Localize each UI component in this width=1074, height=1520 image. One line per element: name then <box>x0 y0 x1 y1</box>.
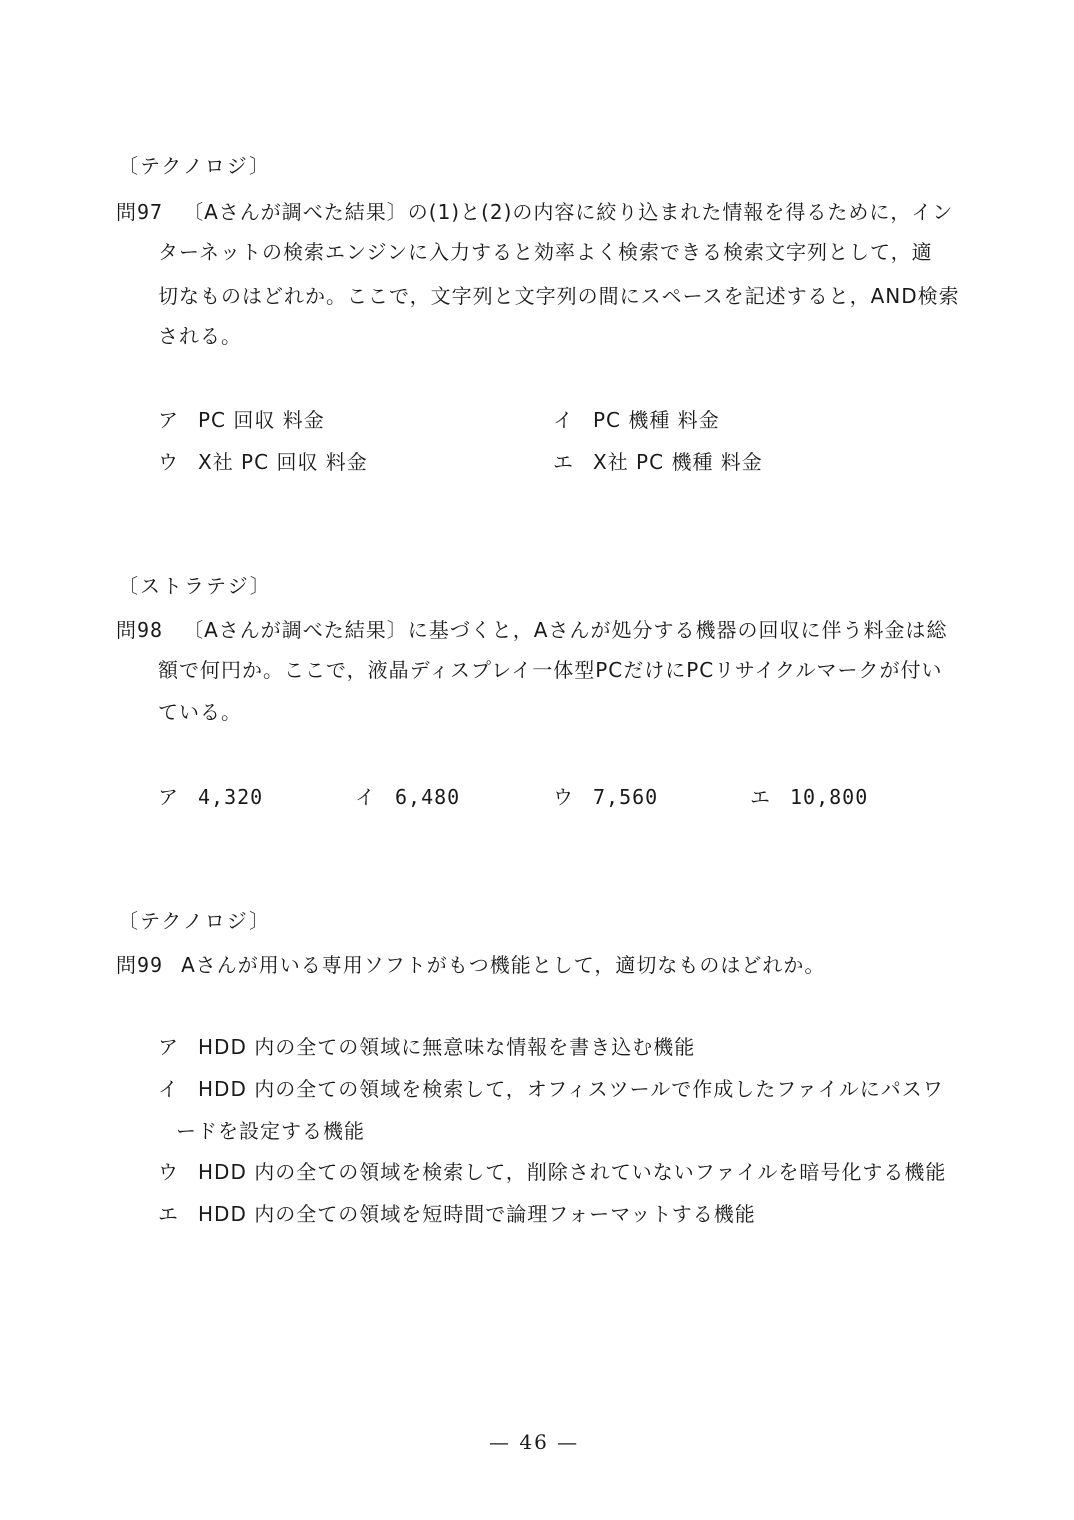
category-label-q97: 〔テクノロジ〕 <box>118 154 271 178</box>
question-97-line-2: ターネットの検索エンジンに入力すると効率よく検索できる検索文字列として，適 <box>158 240 933 264</box>
option-label: エ <box>158 1202 179 1226</box>
q97-option-e <box>553 446 763 475</box>
q98-option-u <box>553 781 658 810</box>
option-label: ア <box>158 1035 179 1059</box>
option-text: X社 PC 機種 料金 <box>593 450 763 474</box>
question-97-text-1: 〔Aさんが調べた結果〕の(1)と(2)の内容に絞り込まれた情報を得るために，イン <box>183 200 954 224</box>
option-label: ア <box>158 408 179 432</box>
option-text: 7,560 <box>593 785 659 809</box>
q97-option-a <box>158 404 325 433</box>
q97-option-i <box>553 404 720 433</box>
option-label: ウ <box>158 450 179 474</box>
category-label-q98: 〔ストラテジ〕 <box>118 574 272 598</box>
q98-option-a <box>158 781 263 810</box>
q99-option-i <box>158 1073 944 1102</box>
q97-option-u <box>158 446 368 475</box>
option-label: イ <box>355 785 376 809</box>
question-97-line-4: される。 <box>158 324 242 348</box>
option-text: PC 回収 料金 <box>198 408 325 432</box>
question-number-97: 問97 <box>116 200 164 224</box>
option-text: 6,480 <box>395 785 461 809</box>
option-label: エ <box>553 450 574 474</box>
option-label: イ <box>158 1077 179 1101</box>
question-97-line-1 <box>116 196 953 225</box>
question-98-text-1: 〔Aさんが調べた結果〕に基づくと，Aさんが処分する機器の回収に伴う料金は総 <box>183 618 948 642</box>
q99-option-a <box>158 1031 695 1060</box>
q99-option-e <box>158 1198 756 1227</box>
q98-option-i <box>355 781 460 810</box>
question-99-line-1 <box>116 949 825 978</box>
q99-option-i-continuation: ードを設定する機能 <box>176 1119 365 1143</box>
option-text: HDD 内の全ての領域を検索して，オフィスツールで作成したファイルにパスワ <box>198 1077 944 1101</box>
q98-option-e <box>750 781 868 810</box>
question-number-99: 問99 <box>116 953 164 977</box>
question-98-line-1 <box>116 614 947 643</box>
question-98-line-2: 額で何円か。ここで，液晶ディスプレイ一体型PCだけにPCリサイクルマークが付い <box>158 658 943 682</box>
option-label: ウ <box>158 1160 179 1184</box>
option-text: HDD 内の全ての領域を短時間で論理フォーマットする機能 <box>198 1202 756 1226</box>
category-label-q99: 〔テクノロジ〕 <box>118 909 271 933</box>
option-label: イ <box>553 408 574 432</box>
option-text: X社 PC 回収 料金 <box>198 450 368 474</box>
option-text: 4,320 <box>198 785 264 809</box>
option-text: HDD 内の全ての領域に無意味な情報を書き込む機能 <box>198 1035 696 1059</box>
question-number-98: 問98 <box>116 618 164 642</box>
option-label: エ <box>750 785 771 809</box>
q99-option-u <box>158 1156 946 1185</box>
option-label: ウ <box>553 785 574 809</box>
option-text: PC 機種 料金 <box>593 408 720 432</box>
option-label: ア <box>158 785 179 809</box>
question-98-line-3: ている。 <box>158 700 242 724</box>
question-99-text: Aさんが用いる専用ソフトがもつ機能として，適切なものはどれか。 <box>181 953 826 977</box>
question-97-line-3: 切なものはどれか。ここで，文字列と文字列の間にスペースを記述すると，AND検索 <box>158 284 960 308</box>
page-number: — 46 — <box>489 1430 580 1454</box>
option-text: 10,800 <box>790 785 869 809</box>
option-text: HDD 内の全ての領域を検索して，削除されていないファイルを暗号化する機能 <box>198 1160 947 1184</box>
